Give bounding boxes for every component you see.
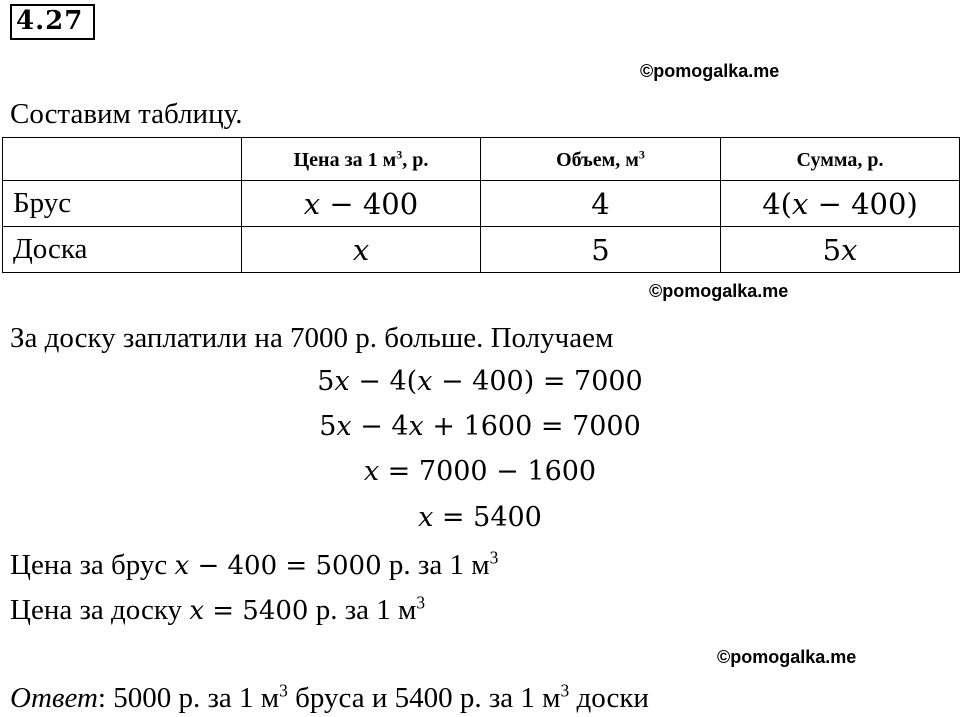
table-header-price-sup: 3 [396, 146, 403, 161]
price-line-math: 𝑥 = 5400 [189, 596, 309, 626]
equation-line: 5𝑥 − 4𝑥 + 1600 = 7000 [319, 411, 641, 442]
equation-line: 𝑥 = 7000 − 1600 [363, 456, 597, 487]
equation-line: 𝑥 = 5400 [418, 502, 542, 533]
table-cell-sum: 4(𝑥 − 400) [721, 181, 960, 227]
price-line-suffix: р. за 1 м [308, 594, 417, 626]
table-header-volume-label: Объем, м [556, 148, 639, 171]
answer-label: Ответ [10, 682, 98, 714]
table-row [3, 227, 960, 273]
table-row-label: Доска [3, 227, 242, 273]
table-row-label: Брус [3, 181, 242, 227]
price-line-board [10, 594, 425, 627]
data-table [2, 137, 960, 273]
watermark: ©pomogalka.me [649, 281, 789, 301]
answer-part: : 5000 р. за 1 м [97, 682, 280, 714]
table-header-row [3, 138, 960, 181]
watermark: ©pomogalka.me [640, 61, 780, 81]
price-line-math: 𝑥 − 400 = 5000 [174, 551, 382, 581]
table-header-volume [481, 138, 721, 181]
table-header-price [242, 138, 481, 181]
table-header-price-unit: , р. [402, 148, 429, 171]
table-cell-volume: 5 [481, 227, 721, 273]
table-row [3, 181, 960, 227]
price-line-suffix: р. за 1 м [381, 549, 490, 581]
table-header-price-label: Цена за 1 м [293, 148, 397, 171]
table-cell-volume: 4 [481, 181, 721, 227]
intro-text: Составим таблицу. [10, 98, 243, 130]
answer-part: бруса и 5400 р. за 1 м [287, 682, 561, 714]
table-header-empty [3, 138, 242, 181]
answer-sup: 3 [279, 680, 288, 701]
table-cell-price: 𝑥 [242, 227, 481, 273]
answer-line [10, 682, 649, 714]
equation-line: 5𝑥 − 4(𝑥 − 400) = 7000 [317, 366, 643, 397]
problem-number: 4.27 [10, 4, 95, 40]
answer-sup: 3 [560, 680, 570, 701]
table-cell-price: 𝑥 − 400 [242, 181, 481, 227]
table-cell-sum: 5𝑥 [721, 227, 960, 273]
statement-text: За доску заплатили на 7000 р. больше. Получаем [10, 322, 614, 354]
price-line-beam [10, 549, 498, 582]
price-line-sup: 3 [489, 547, 499, 568]
answer-part: доски [569, 682, 649, 714]
table-header-volume-sup: 3 [638, 146, 645, 161]
table-header-sum: Сумма, р. [721, 138, 960, 181]
watermark: ©pomogalka.me [717, 647, 857, 667]
price-line-sup: 3 [416, 592, 426, 613]
price-line-prefix: Цена за брус [10, 549, 175, 581]
price-line-prefix: Цена за доску [10, 594, 190, 626]
